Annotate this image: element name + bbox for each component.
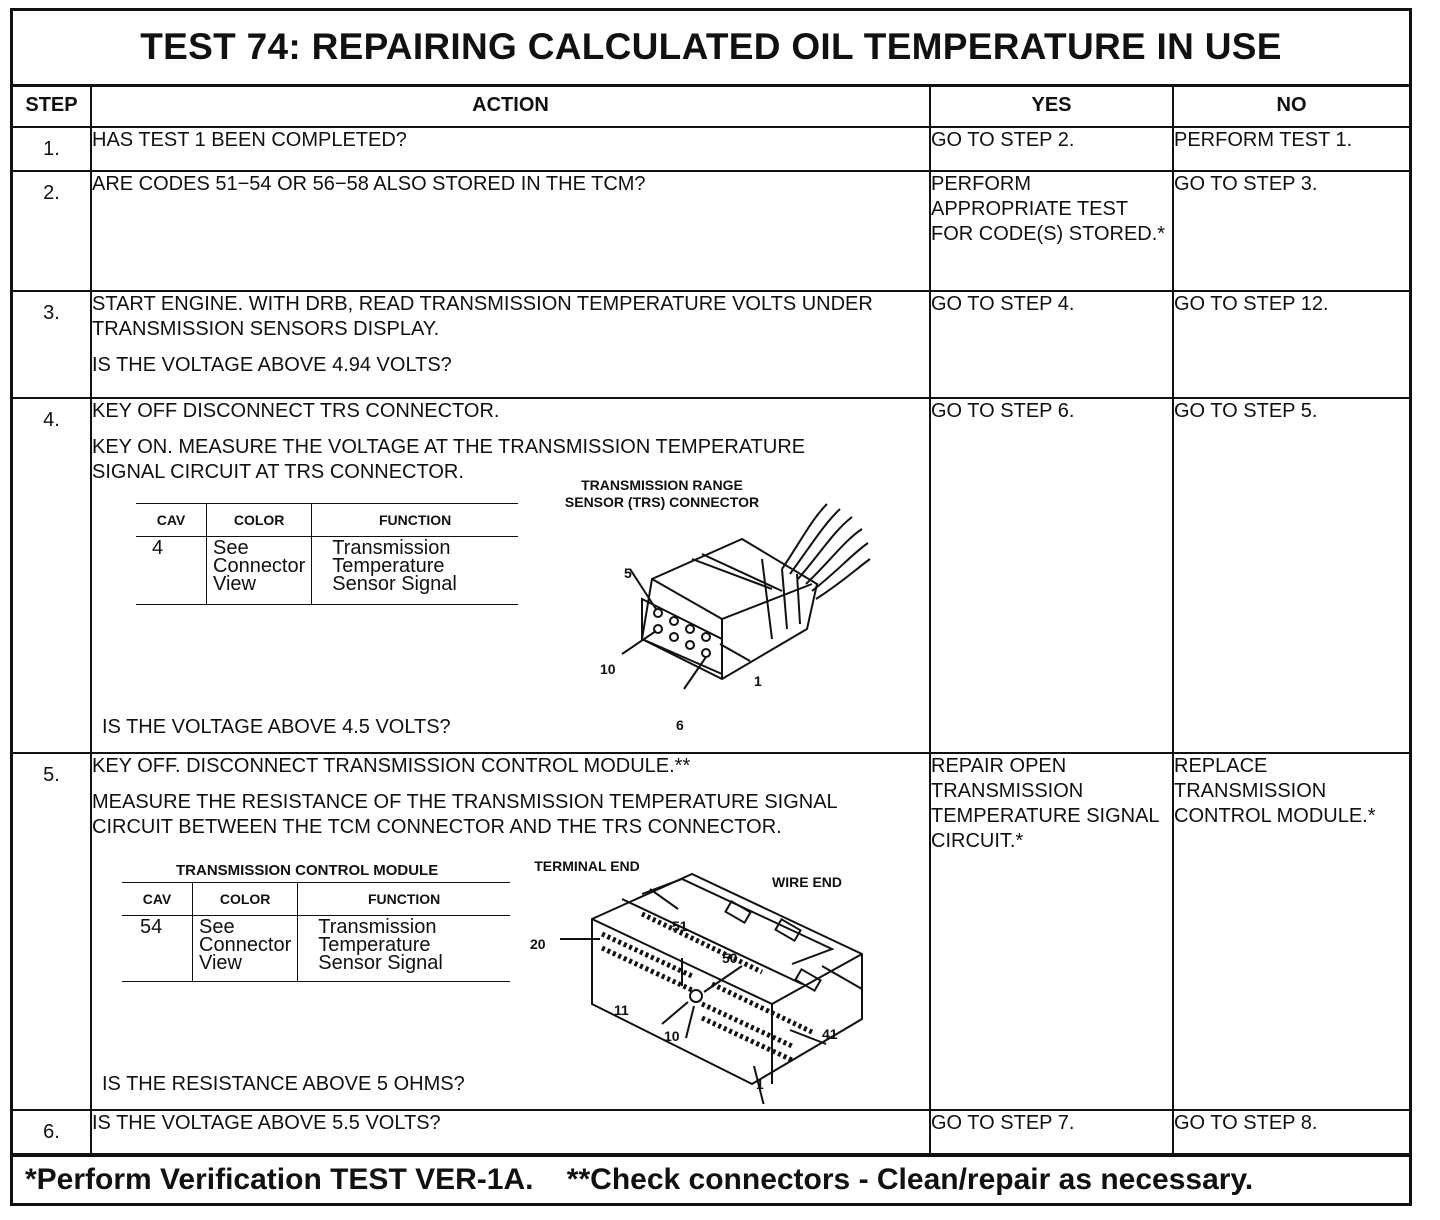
tcm-pin-11-label: 11 [614,1002,629,1018]
action-question: IS THE RESISTANCE ABOVE 5 OHMS? [102,1073,465,1095]
tcm-connector-diagram [532,854,892,1104]
action-cell [91,127,930,171]
no-cell: REPLACE TRANSMISSION CONTROL MODULE.* [1173,753,1409,1110]
footer-notes: *Perform Verification TEST VER-1A. **Check connectors - Clean/repair as necessary. [13,1153,1409,1203]
color-header: COLOR [193,883,298,916]
action-header: ACTION [91,84,930,127]
action-text: ARE CODES 51−54 OR 56−58 ALSO STORED IN THE TCM? [92,173,646,195]
action-text: KEY OFF. DISCONNECT TRANSMISSION CONTROL MODULE.** [92,755,691,777]
step-number: 3. [13,291,91,398]
tcm-pin-10-label: 10 [664,1028,680,1044]
no-cell: GO TO STEP 12. [1173,291,1409,398]
terminal-end-label: TERMINAL END [534,858,640,874]
function-value: Transmission Temperature Sensor Signal [298,916,510,982]
step-number: 1. [13,127,91,171]
tcm-pin-41-label: 41 [822,1026,838,1042]
action-cell [91,291,930,398]
cav-value: 54 [122,916,193,982]
action-cell [91,398,930,753]
trs-pin-6-label: 6 [676,717,684,733]
action-question: IS THE VOLTAGE ABOVE 4.5 VOLTS? [102,716,451,738]
trs-connector-label: TRANSMISSION RANGE SENSOR (TRS) CONNECTOR [564,477,760,510]
yes-cell: GO TO STEP 4. [930,291,1173,398]
tcm-pin-20-label: 20 [530,936,546,952]
tcm-pin-1-label: 1 [756,1076,764,1092]
tcm-pin-50-label: 50 [722,950,738,966]
action-text: MEASURE THE RESISTANCE OF THE TRANSMISSION TEMPERATURE SIGNAL CIRCUIT BETWEEN THE TCM CONNECTOR AND THE TRS CONNECTOR. [92,791,837,838]
function-value: Transmission Temperature Sensor Signal [312,537,518,605]
action-text: KEY ON. MEASURE THE VOLTAGE AT THE TRANSMISSION TEMPERATURE SIGNAL CIRCUIT AT TRS CONNECTOR. [92,436,806,483]
step-number: 6. [13,1110,91,1156]
yes-cell: GO TO STEP 6. [930,398,1173,753]
cav-value: 4 [136,537,207,605]
page-title: TEST 74: REPAIRING CALCULATED OIL TEMPERATURE IN USE [13,11,1409,87]
tcm-pin-51-label: 51 [672,918,688,934]
yes-cell: GO TO STEP 7. [930,1110,1173,1156]
action-text: HAS TEST 1 BEEN COMPLETED? [92,129,407,151]
function-header: FUNCTION [298,883,510,916]
trs-pin-1-label: 1 [754,673,762,689]
trs-connector-diagram [572,479,892,729]
table-row [13,1110,1409,1156]
yes-cell: GO TO STEP 2. [930,127,1173,171]
tcm-table-title: TRANSMISSION CONTROL MODULE [176,862,439,879]
action-cell [91,1110,930,1156]
cav-header: CAV [122,883,193,916]
no-cell: PERFORM TEST 1. [1173,127,1409,171]
step-number: 4. [13,398,91,753]
test-table [13,84,1409,1157]
no-cell: GO TO STEP 5. [1173,398,1409,753]
action-text: START ENGINE. WITH DRB, READ TRANSMISSION TEMPERATURE VOLTS UNDER TRANSMISSION SENSORS DISPLAY. [92,293,873,340]
table-row [13,127,1409,171]
no-cell: GO TO STEP 8. [1173,1110,1409,1156]
color-header: COLOR [207,504,312,537]
yes-cell: PERFORM APPROPRIATE TEST FOR CODE(S) STORED.* [930,171,1173,291]
trs-pin-table [136,503,518,605]
color-value: See Connector View [207,537,312,605]
step-number: 5. [13,753,91,1110]
table-row [13,171,1409,291]
no-header: NO [1173,84,1409,127]
table-row [13,291,1409,398]
action-cell [91,753,930,1110]
trs-pin-10-label: 10 [600,661,616,677]
trs-pin-5-label: 5 [624,565,632,581]
action-text: KEY OFF DISCONNECT TRS CONNECTOR. [92,400,500,422]
action-question: IS THE VOLTAGE ABOVE 4.94 VOLTS? [92,354,452,376]
wire-end-label: WIRE END [772,874,842,890]
step-header: STEP [13,84,91,127]
action-cell [91,171,930,291]
color-value: See Connector View [193,916,298,982]
table-row [13,398,1409,753]
yes-cell: REPAIR OPEN TRANSMISSION TEMPERATURE SIGNAL CIRCUIT.* [930,753,1173,1110]
function-header: FUNCTION [312,504,518,537]
action-text: IS THE VOLTAGE ABOVE 5.5 VOLTS? [92,1112,441,1134]
yes-header: YES [930,84,1173,127]
step-number: 2. [13,171,91,291]
header-row [13,84,1409,127]
no-cell: GO TO STEP 3. [1173,171,1409,291]
table-row [13,753,1409,1110]
test-sheet [10,8,1412,1206]
cav-header: CAV [136,504,207,537]
tcm-pin-table [122,882,510,982]
